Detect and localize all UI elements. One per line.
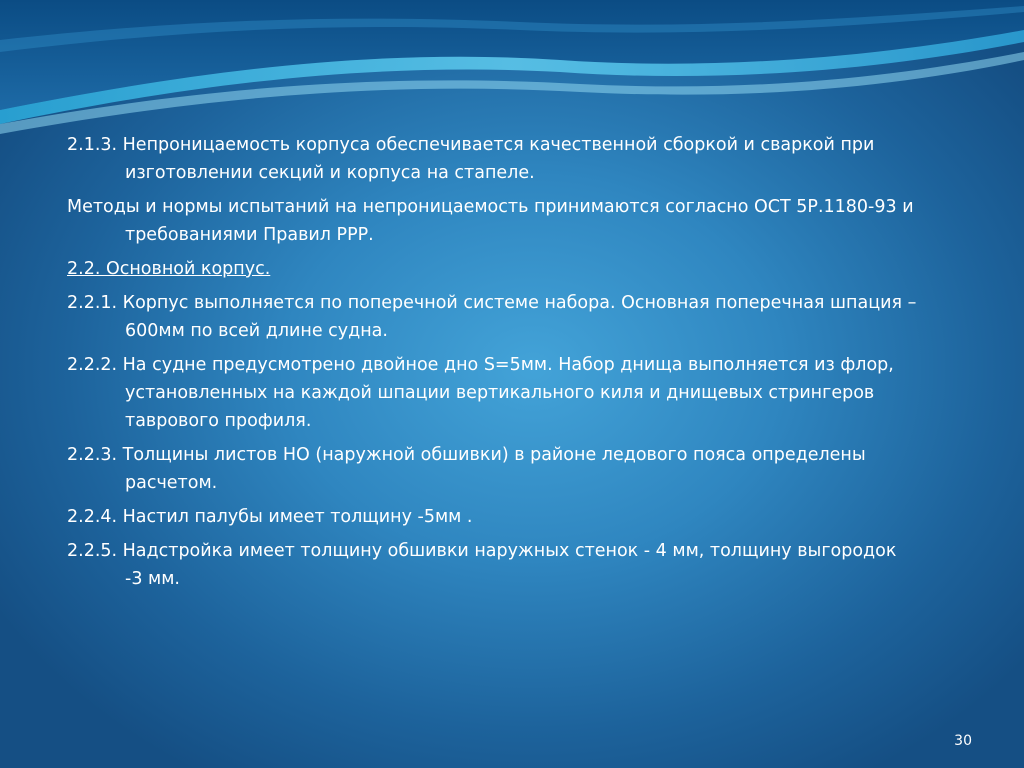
page-number: 30 <box>954 733 972 749</box>
paragraph-2-2-3: 2.2.3. Толщины листов НО (наружной обшивки) в районе ледового пояса определены расчетом. <box>67 445 866 493</box>
paragraph-2-2-5: 2.2.5. Надстройка имеет толщину обшивки наружных стенок - 4 мм, толщину выгородок -3 мм. <box>67 541 897 589</box>
slide-body <box>67 131 917 599</box>
paragraph-2-1-3: 2.1.3. Непроницаемость корпуса обеспечивается качественной сборкой и сваркой при изготовлении секций и корпуса на стапеле. <box>67 135 875 183</box>
paragraph-2-2-2: 2.2.2. На судне предусмотрено двойное дно S=5мм. Набор днища выполняется из флор, установленных на каждой шпации вертикального киля и днищевых стрингеров таврового профиля. <box>67 355 894 431</box>
paragraph-2-2-1: 2.2.1. Корпус выполняется по поперечной системе набора. Основная поперечная шпация – 600мм по всей длине судна. <box>67 293 917 341</box>
section-heading-main-hull <box>67 255 917 283</box>
paragraph-test-methods: Методы и нормы испытаний на непроницаемость принимаются согласно ОСТ 5Р.1180-93 и требованиями Правил РРР. <box>67 197 914 245</box>
section-heading-text: 2.2. Основной корпус. <box>67 259 271 279</box>
wave-decoration <box>0 0 1024 140</box>
paragraph-2-2-4: 2.2.4. Настил палубы имеет толщину -5мм . <box>67 507 473 527</box>
